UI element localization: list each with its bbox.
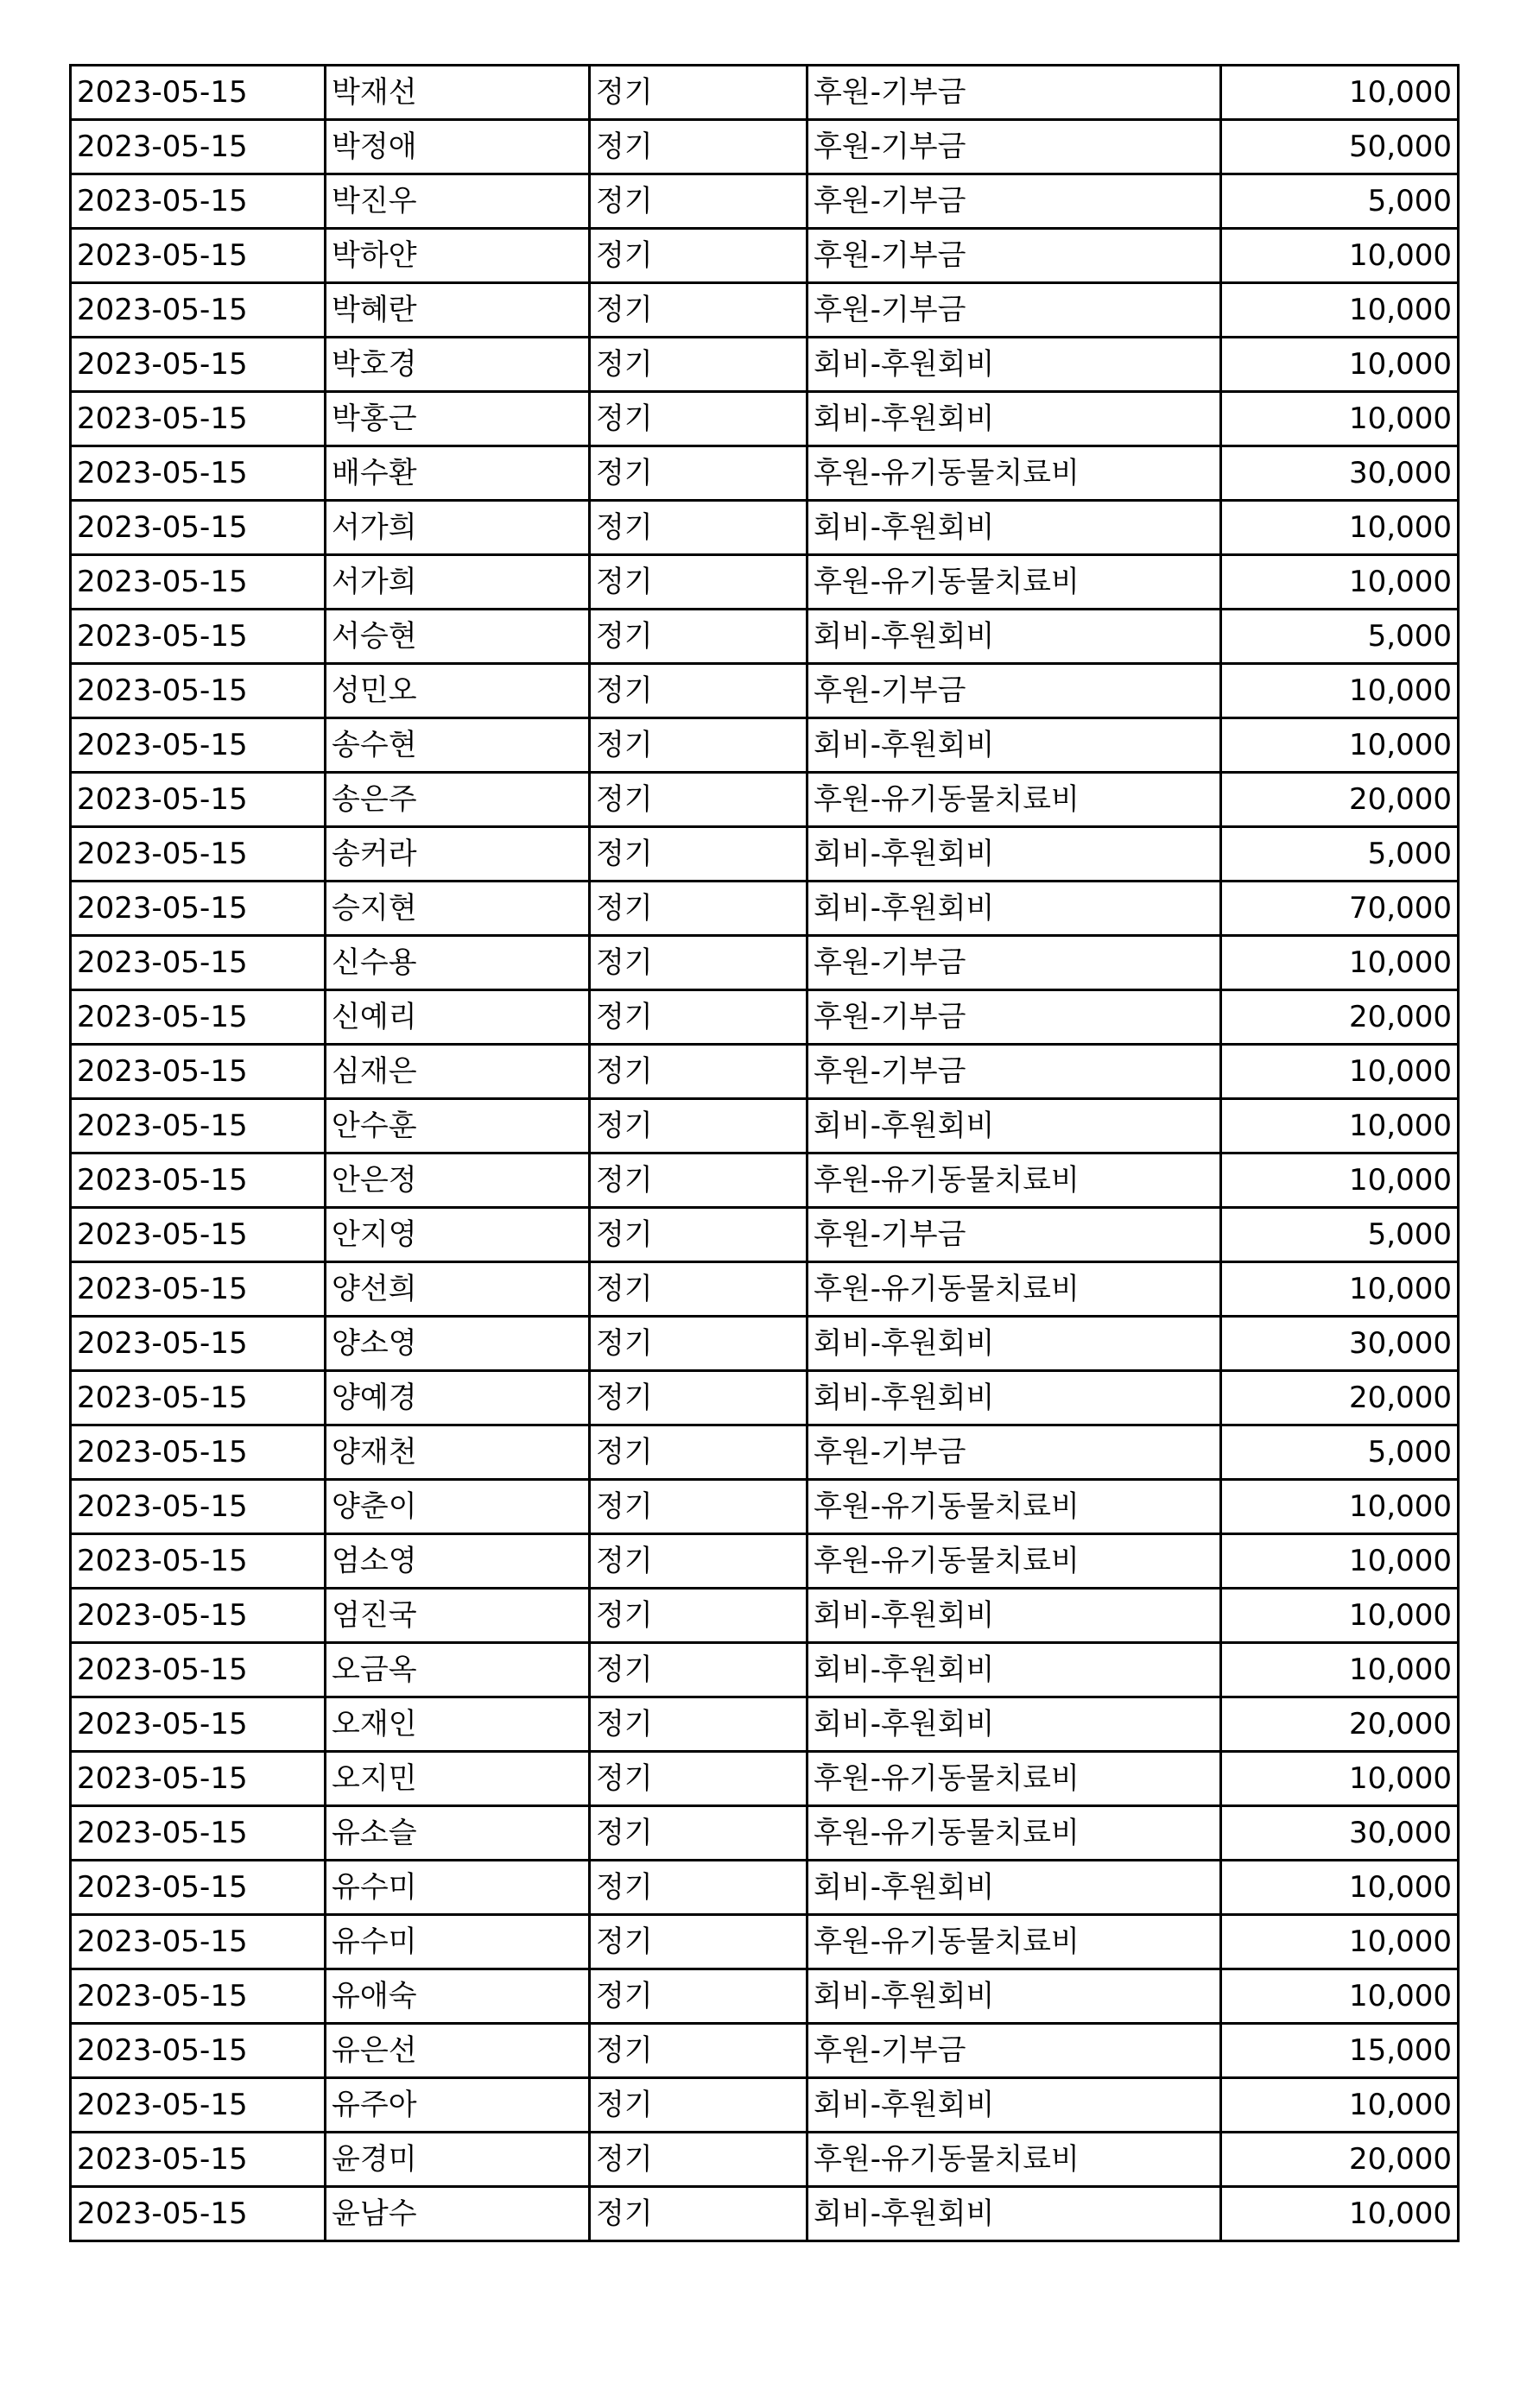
name-cell: 양재천 xyxy=(326,1425,590,1480)
amount-cell: 20,000 xyxy=(1221,990,1459,1045)
name-cell: 안은정 xyxy=(326,1153,590,1208)
amount-cell: 10,000 xyxy=(1221,1915,1459,1969)
name-cell: 양소영 xyxy=(326,1317,590,1371)
date-cell: 2023-05-15 xyxy=(71,446,326,501)
table-row xyxy=(71,1371,1459,1425)
table-row xyxy=(71,174,1459,229)
amount-cell: 30,000 xyxy=(1221,446,1459,501)
amount-cell: 10,000 xyxy=(1221,1153,1459,1208)
category-cell: 회비-후원회비 xyxy=(808,1697,1221,1752)
category-cell: 후원-기부금 xyxy=(808,66,1221,120)
name-cell: 유수미 xyxy=(326,1861,590,1915)
table-row xyxy=(71,1915,1459,1969)
type-cell: 정기 xyxy=(590,1153,808,1208)
category-cell: 회비-후원회비 xyxy=(808,1317,1221,1371)
table-row xyxy=(71,1317,1459,1371)
amount-cell: 30,000 xyxy=(1221,1317,1459,1371)
date-cell: 2023-05-15 xyxy=(71,1589,326,1643)
date-cell: 2023-05-15 xyxy=(71,1208,326,1262)
type-cell: 정기 xyxy=(590,773,808,827)
amount-cell: 10,000 xyxy=(1221,555,1459,610)
name-cell: 오지민 xyxy=(326,1752,590,1806)
amount-cell: 10,000 xyxy=(1221,338,1459,392)
type-cell: 정기 xyxy=(590,2187,808,2241)
category-cell: 후원-기부금 xyxy=(808,229,1221,283)
name-cell: 성민오 xyxy=(326,664,590,718)
category-cell: 후원-기부금 xyxy=(808,120,1221,174)
category-cell: 후원-유기동물치료비 xyxy=(808,1752,1221,1806)
amount-cell: 20,000 xyxy=(1221,773,1459,827)
amount-cell: 10,000 xyxy=(1221,66,1459,120)
amount-cell: 5,000 xyxy=(1221,174,1459,229)
category-cell: 후원-유기동물치료비 xyxy=(808,2133,1221,2187)
amount-cell: 10,000 xyxy=(1221,1099,1459,1153)
name-cell: 엄소영 xyxy=(326,1534,590,1589)
amount-cell: 10,000 xyxy=(1221,2187,1459,2241)
name-cell: 유소슬 xyxy=(326,1806,590,1861)
category-cell: 후원-유기동물치료비 xyxy=(808,1153,1221,1208)
table-row xyxy=(71,446,1459,501)
date-cell: 2023-05-15 xyxy=(71,2078,326,2133)
amount-cell: 10,000 xyxy=(1221,1534,1459,1589)
category-cell: 회비-후원회비 xyxy=(808,392,1221,446)
type-cell: 정기 xyxy=(590,1806,808,1861)
amount-cell: 10,000 xyxy=(1221,1480,1459,1534)
date-cell: 2023-05-15 xyxy=(71,1752,326,1806)
table-row xyxy=(71,1806,1459,1861)
type-cell: 정기 xyxy=(590,1317,808,1371)
type-cell: 정기 xyxy=(590,936,808,990)
category-cell: 회비-후원회비 xyxy=(808,1643,1221,1697)
type-cell: 정기 xyxy=(590,392,808,446)
category-cell: 회비-후원회비 xyxy=(808,501,1221,555)
date-cell: 2023-05-15 xyxy=(71,1153,326,1208)
table-row xyxy=(71,120,1459,174)
amount-cell: 10,000 xyxy=(1221,718,1459,773)
category-cell: 회비-후원회비 xyxy=(808,1969,1221,2024)
category-cell: 후원-기부금 xyxy=(808,283,1221,338)
date-cell: 2023-05-15 xyxy=(71,1643,326,1697)
type-cell: 정기 xyxy=(590,1752,808,1806)
table-row xyxy=(71,2024,1459,2078)
type-cell: 정기 xyxy=(590,174,808,229)
amount-cell: 10,000 xyxy=(1221,936,1459,990)
table-row xyxy=(71,392,1459,446)
category-cell: 회비-후원회비 xyxy=(808,827,1221,882)
date-cell: 2023-05-15 xyxy=(71,1371,326,1425)
date-cell: 2023-05-15 xyxy=(71,392,326,446)
category-cell: 후원-기부금 xyxy=(808,2024,1221,2078)
type-cell: 정기 xyxy=(590,610,808,664)
name-cell: 윤남수 xyxy=(326,2187,590,2241)
name-cell: 서승현 xyxy=(326,610,590,664)
type-cell: 정기 xyxy=(590,1425,808,1480)
category-cell: 회비-후원회비 xyxy=(808,1099,1221,1153)
type-cell: 정기 xyxy=(590,664,808,718)
type-cell: 정기 xyxy=(590,1861,808,1915)
type-cell: 정기 xyxy=(590,501,808,555)
amount-cell: 70,000 xyxy=(1221,882,1459,936)
type-cell: 정기 xyxy=(590,283,808,338)
date-cell: 2023-05-15 xyxy=(71,664,326,718)
type-cell: 정기 xyxy=(590,1045,808,1099)
date-cell: 2023-05-15 xyxy=(71,882,326,936)
name-cell: 박진우 xyxy=(326,174,590,229)
amount-cell: 10,000 xyxy=(1221,1045,1459,1099)
table-row xyxy=(71,555,1459,610)
amount-cell: 10,000 xyxy=(1221,501,1459,555)
amount-cell: 10,000 xyxy=(1221,1643,1459,1697)
name-cell: 서가희 xyxy=(326,501,590,555)
type-cell: 정기 xyxy=(590,1969,808,2024)
category-cell: 후원-유기동물치료비 xyxy=(808,555,1221,610)
table-row xyxy=(71,1643,1459,1697)
table-row xyxy=(71,1262,1459,1317)
name-cell: 승지현 xyxy=(326,882,590,936)
name-cell: 유은선 xyxy=(326,2024,590,2078)
date-cell: 2023-05-15 xyxy=(71,1915,326,1969)
amount-cell: 10,000 xyxy=(1221,1861,1459,1915)
category-cell: 회비-후원회비 xyxy=(808,718,1221,773)
category-cell: 회비-후원회비 xyxy=(808,1861,1221,1915)
amount-cell: 10,000 xyxy=(1221,1752,1459,1806)
type-cell: 정기 xyxy=(590,882,808,936)
table-row xyxy=(71,1208,1459,1262)
category-cell: 회비-후원회비 xyxy=(808,2187,1221,2241)
table-row xyxy=(71,990,1459,1045)
name-cell: 윤경미 xyxy=(326,2133,590,2187)
name-cell: 안수훈 xyxy=(326,1099,590,1153)
name-cell: 양춘이 xyxy=(326,1480,590,1534)
name-cell: 배수환 xyxy=(326,446,590,501)
name-cell: 송은주 xyxy=(326,773,590,827)
date-cell: 2023-05-15 xyxy=(71,501,326,555)
table-row xyxy=(71,2078,1459,2133)
category-cell: 후원-기부금 xyxy=(808,174,1221,229)
date-cell: 2023-05-15 xyxy=(71,174,326,229)
type-cell: 정기 xyxy=(590,827,808,882)
table-row xyxy=(71,1589,1459,1643)
ledger-body xyxy=(71,66,1459,2241)
category-cell: 후원-유기동물치료비 xyxy=(808,1534,1221,1589)
type-cell: 정기 xyxy=(590,1371,808,1425)
table-row xyxy=(71,610,1459,664)
name-cell: 오재인 xyxy=(326,1697,590,1752)
amount-cell: 50,000 xyxy=(1221,120,1459,174)
date-cell: 2023-05-15 xyxy=(71,2133,326,2187)
name-cell: 서가희 xyxy=(326,555,590,610)
type-cell: 정기 xyxy=(590,1697,808,1752)
table-row xyxy=(71,1697,1459,1752)
name-cell: 심재은 xyxy=(326,1045,590,1099)
amount-cell: 20,000 xyxy=(1221,2133,1459,2187)
type-cell: 정기 xyxy=(590,555,808,610)
type-cell: 정기 xyxy=(590,1534,808,1589)
type-cell: 정기 xyxy=(590,2024,808,2078)
amount-cell: 5,000 xyxy=(1221,1208,1459,1262)
date-cell: 2023-05-15 xyxy=(71,1969,326,2024)
date-cell: 2023-05-15 xyxy=(71,718,326,773)
date-cell: 2023-05-15 xyxy=(71,120,326,174)
type-cell: 정기 xyxy=(590,338,808,392)
table-row xyxy=(71,827,1459,882)
date-cell: 2023-05-15 xyxy=(71,1480,326,1534)
name-cell: 박하얀 xyxy=(326,229,590,283)
category-cell: 후원-기부금 xyxy=(808,990,1221,1045)
name-cell: 안지영 xyxy=(326,1208,590,1262)
date-cell: 2023-05-15 xyxy=(71,1697,326,1752)
amount-cell: 10,000 xyxy=(1221,229,1459,283)
name-cell: 신수용 xyxy=(326,936,590,990)
type-cell: 정기 xyxy=(590,990,808,1045)
date-cell: 2023-05-15 xyxy=(71,1317,326,1371)
category-cell: 후원-유기동물치료비 xyxy=(808,1262,1221,1317)
name-cell: 유주아 xyxy=(326,2078,590,2133)
table-row xyxy=(71,229,1459,283)
name-cell: 엄진국 xyxy=(326,1589,590,1643)
table-row xyxy=(71,1153,1459,1208)
name-cell: 유수미 xyxy=(326,1915,590,1969)
name-cell: 박혜란 xyxy=(326,283,590,338)
date-cell: 2023-05-15 xyxy=(71,66,326,120)
type-cell: 정기 xyxy=(590,446,808,501)
date-cell: 2023-05-15 xyxy=(71,555,326,610)
category-cell: 후원-기부금 xyxy=(808,1208,1221,1262)
amount-cell: 30,000 xyxy=(1221,1806,1459,1861)
type-cell: 정기 xyxy=(590,1480,808,1534)
table-row xyxy=(71,1534,1459,1589)
type-cell: 정기 xyxy=(590,120,808,174)
category-cell: 회비-후원회비 xyxy=(808,1589,1221,1643)
table-row xyxy=(71,1099,1459,1153)
amount-cell: 5,000 xyxy=(1221,1425,1459,1480)
type-cell: 정기 xyxy=(590,2133,808,2187)
amount-cell: 10,000 xyxy=(1221,1589,1459,1643)
date-cell: 2023-05-15 xyxy=(71,338,326,392)
table-row xyxy=(71,882,1459,936)
date-cell: 2023-05-15 xyxy=(71,1099,326,1153)
table-row xyxy=(71,66,1459,120)
type-cell: 정기 xyxy=(590,718,808,773)
table-row xyxy=(71,1752,1459,1806)
type-cell: 정기 xyxy=(590,1915,808,1969)
name-cell: 유애숙 xyxy=(326,1969,590,2024)
type-cell: 정기 xyxy=(590,1589,808,1643)
date-cell: 2023-05-15 xyxy=(71,1861,326,1915)
table-row xyxy=(71,2187,1459,2241)
date-cell: 2023-05-15 xyxy=(71,936,326,990)
type-cell: 정기 xyxy=(590,229,808,283)
name-cell: 신예리 xyxy=(326,990,590,1045)
name-cell: 양예경 xyxy=(326,1371,590,1425)
name-cell: 박재선 xyxy=(326,66,590,120)
category-cell: 후원-유기동물치료비 xyxy=(808,446,1221,501)
table-row xyxy=(71,1969,1459,2024)
amount-cell: 20,000 xyxy=(1221,1697,1459,1752)
name-cell: 오금옥 xyxy=(326,1643,590,1697)
amount-cell: 10,000 xyxy=(1221,392,1459,446)
date-cell: 2023-05-15 xyxy=(71,1534,326,1589)
table-row xyxy=(71,2133,1459,2187)
amount-cell: 10,000 xyxy=(1221,1262,1459,1317)
type-cell: 정기 xyxy=(590,66,808,120)
type-cell: 정기 xyxy=(590,1643,808,1697)
category-cell: 회비-후원회비 xyxy=(808,610,1221,664)
category-cell: 후원-기부금 xyxy=(808,1045,1221,1099)
date-cell: 2023-05-15 xyxy=(71,610,326,664)
date-cell: 2023-05-15 xyxy=(71,1045,326,1099)
category-cell: 후원-유기동물치료비 xyxy=(808,773,1221,827)
category-cell: 후원-기부금 xyxy=(808,936,1221,990)
name-cell: 박홍근 xyxy=(326,392,590,446)
table-row xyxy=(71,1861,1459,1915)
date-cell: 2023-05-15 xyxy=(71,1262,326,1317)
table-row xyxy=(71,283,1459,338)
amount-cell: 5,000 xyxy=(1221,610,1459,664)
category-cell: 후원-기부금 xyxy=(808,664,1221,718)
category-cell: 회비-후원회비 xyxy=(808,1371,1221,1425)
amount-cell: 10,000 xyxy=(1221,2078,1459,2133)
category-cell: 회비-후원회비 xyxy=(808,338,1221,392)
category-cell: 후원-기부금 xyxy=(808,1425,1221,1480)
table-row xyxy=(71,1480,1459,1534)
table-row xyxy=(71,1425,1459,1480)
amount-cell: 5,000 xyxy=(1221,827,1459,882)
date-cell: 2023-05-15 xyxy=(71,283,326,338)
category-cell: 후원-유기동물치료비 xyxy=(808,1915,1221,1969)
date-cell: 2023-05-15 xyxy=(71,990,326,1045)
table-row xyxy=(71,773,1459,827)
date-cell: 2023-05-15 xyxy=(71,2187,326,2241)
name-cell: 송커라 xyxy=(326,827,590,882)
category-cell: 회비-후원회비 xyxy=(808,882,1221,936)
date-cell: 2023-05-15 xyxy=(71,773,326,827)
category-cell: 후원-유기동물치료비 xyxy=(808,1480,1221,1534)
name-cell: 양선희 xyxy=(326,1262,590,1317)
date-cell: 2023-05-15 xyxy=(71,1806,326,1861)
type-cell: 정기 xyxy=(590,1208,808,1262)
name-cell: 송수현 xyxy=(326,718,590,773)
category-cell: 회비-후원회비 xyxy=(808,2078,1221,2133)
category-cell: 후원-유기동물치료비 xyxy=(808,1806,1221,1861)
table-row xyxy=(71,338,1459,392)
amount-cell: 10,000 xyxy=(1221,283,1459,338)
type-cell: 정기 xyxy=(590,1262,808,1317)
donation-ledger-table xyxy=(69,64,1460,2242)
amount-cell: 10,000 xyxy=(1221,1969,1459,2024)
type-cell: 정기 xyxy=(590,2078,808,2133)
name-cell: 박호경 xyxy=(326,338,590,392)
date-cell: 2023-05-15 xyxy=(71,1425,326,1480)
type-cell: 정기 xyxy=(590,1099,808,1153)
date-cell: 2023-05-15 xyxy=(71,2024,326,2078)
amount-cell: 10,000 xyxy=(1221,664,1459,718)
date-cell: 2023-05-15 xyxy=(71,827,326,882)
table-row xyxy=(71,664,1459,718)
table-row xyxy=(71,501,1459,555)
table-row xyxy=(71,718,1459,773)
table-row xyxy=(71,1045,1459,1099)
table-row xyxy=(71,936,1459,990)
amount-cell: 20,000 xyxy=(1221,1371,1459,1425)
date-cell: 2023-05-15 xyxy=(71,229,326,283)
name-cell: 박정애 xyxy=(326,120,590,174)
amount-cell: 15,000 xyxy=(1221,2024,1459,2078)
